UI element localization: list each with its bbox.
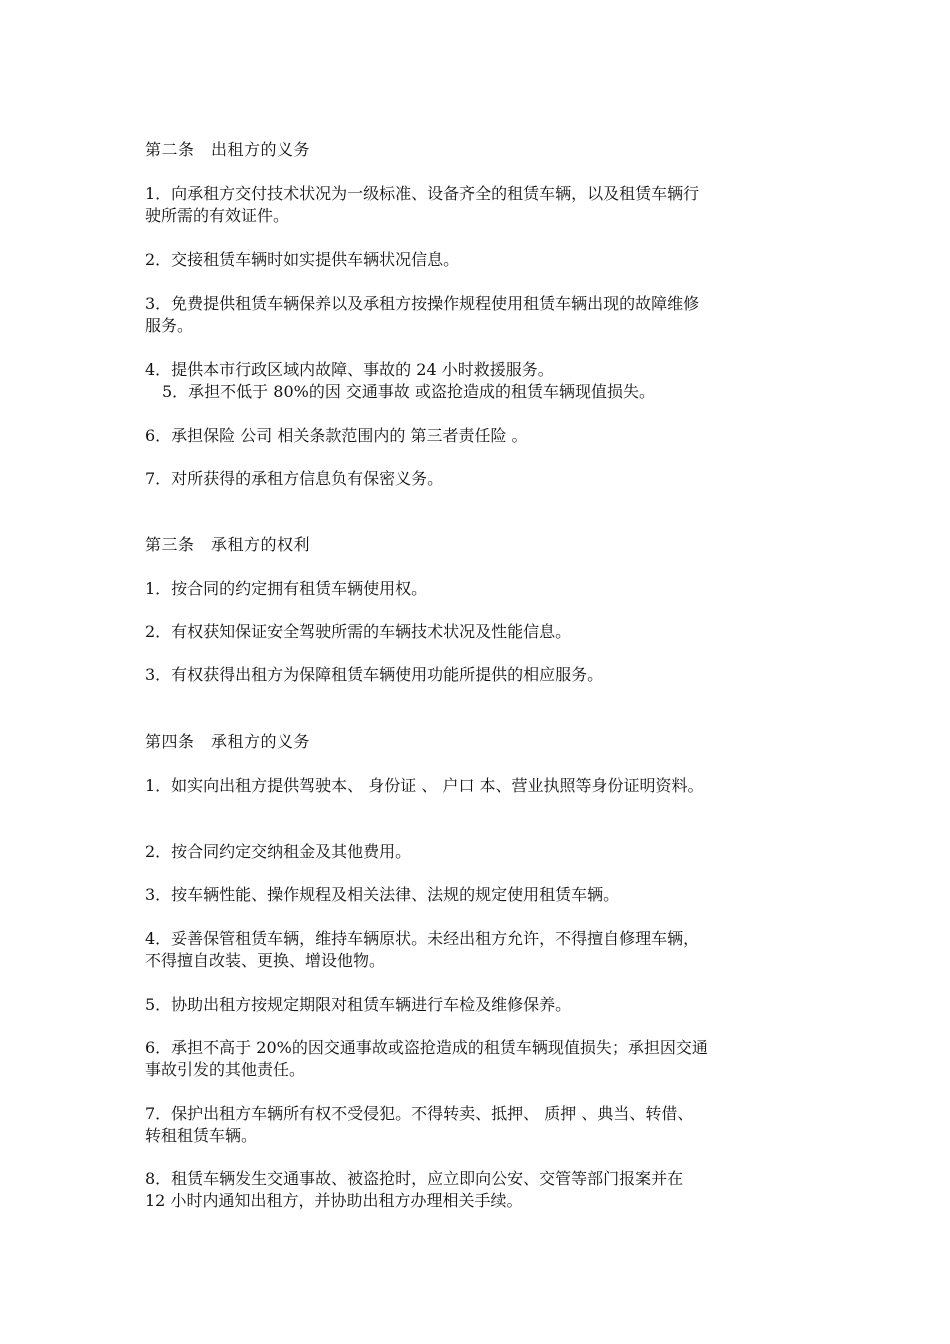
article-2-item-5: 5．承担不低于 80%的因 交通事故 或盗抢造成的租赁车辆现值损失。 <box>162 382 656 401</box>
article-4-title: 第四条 承租方的义务 <box>145 732 311 751</box>
article-4-item-8-line-2: 12 小时内通知出租方，并协助出租方办理相关手续。 <box>145 1191 523 1210</box>
article-4-item-7-line-1: 7．保护出租方车辆所有权不受侵犯。不得转卖、抵押、 质押 、典当、转借、 <box>145 1104 694 1123</box>
article-2-title: 第二条 出租方的义务 <box>145 140 311 159</box>
article-2-item-4: 4．提供本市行政区域内故障、事故的 24 小时救援服务。 <box>145 360 554 379</box>
article-4-item-6-line-1: 6．承担不高于 20%的因交通事故或盗抢造成的租赁车辆现值损失；承担因交通 <box>145 1038 708 1057</box>
article-2-item-6: 6．承担保险 公司 相关条款范围内的 第三者责任险 。 <box>145 426 528 445</box>
article-2-item-3-line-2: 服务。 <box>145 316 194 335</box>
article-4-item-1: 1．如实向出租方提供驾驶本、 身份证 、 户口 本、营业执照等身份证明资料。 <box>145 776 704 795</box>
article-4-item-6-line-2: 事故引发的其他责任。 <box>145 1060 306 1079</box>
article-4-item-5: 5．协助出租方按规定期限对租赁车辆进行车检及维修保养。 <box>145 995 572 1014</box>
article-2-item-1-line-1: 1．向承租方交付技术状况为一级标准、设备齐全的租赁车辆，以及租赁车辆行 <box>145 184 700 203</box>
article-4-item-4-line-2: 不得擅自改装、更换、增设他物。 <box>145 951 386 970</box>
article-3-item-1: 1．按合同的约定拥有租赁车辆使用权。 <box>145 579 428 598</box>
article-3-item-2: 2．有权获知保证安全驾驶所需的车辆技术状况及性能信息。 <box>145 622 572 641</box>
article-3-title: 第三条 承租方的权利 <box>145 535 311 554</box>
article-2-item-3-line-1: 3．免费提供租赁车辆保养以及承租方按操作规程使用租赁车辆出现的故障维修 <box>145 294 700 313</box>
article-4-item-7-line-2: 转租租赁车辆。 <box>145 1126 258 1145</box>
article-4-item-4-line-1: 4．妥善保管租赁车辆，维持车辆原状。未经出租方允许，不得擅自修理车辆， <box>145 929 700 948</box>
article-2-item-1-line-2: 驶所需的有效证件。 <box>145 206 290 225</box>
article-3-item-3: 3．有权获得出租方为保障租赁车辆使用功能所提供的相应服务。 <box>145 665 604 684</box>
article-2-item-2: 2．交接租赁车辆时如实提供车辆状况信息。 <box>145 250 460 269</box>
article-4-item-2: 2．按合同约定交纳租金及其他费用。 <box>145 842 412 861</box>
article-4-item-8-line-1: 8．租赁车辆发生交通事故、被盗抢时，应立即向公安、交管等部门报案并在 <box>145 1169 684 1188</box>
article-4-item-3: 3．按车辆性能、操作规程及相关法律、法规的规定使用租赁车辆。 <box>145 885 620 904</box>
article-2-item-7: 7．对所获得的承租方信息负有保密义务。 <box>145 469 444 488</box>
